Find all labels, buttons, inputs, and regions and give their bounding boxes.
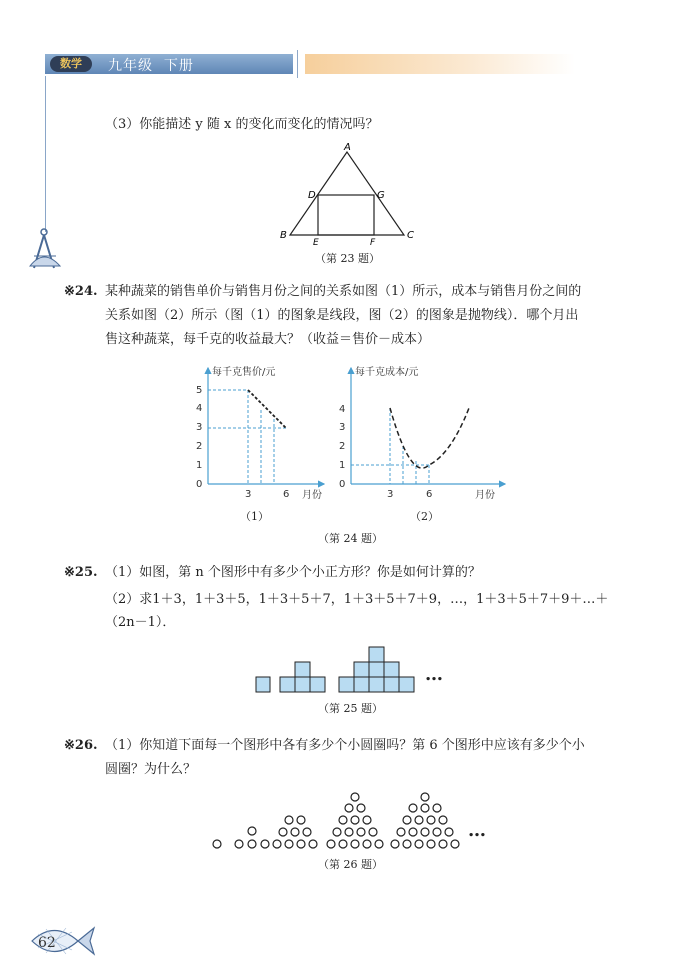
compass-icon (26, 226, 66, 272)
page-number: 62 (38, 935, 56, 951)
q24-line3: 售这种蔬菜，每千克的收益最大？（收益＝售价－成本） (105, 332, 431, 347)
q25-part2-line1: （2）求1＋3，1＋3＋5，1＋3＋5＋7，1＋3＋5＋7＋9，…，1＋3＋5＋7＋9＋…＋ (105, 592, 609, 607)
q24-line2: 关系如图（2）所示（图（1）的图象是线段，图（2）的图象是抛物线）．哪个月出 (105, 308, 579, 323)
fig1-ytick-2: 2 (196, 441, 203, 452)
fig2-ytick-3: 3 (339, 422, 346, 433)
fig2-ytick-2: 2 (339, 441, 346, 452)
fig1-ytick-0: 0 (196, 479, 203, 490)
q24-fig1-sublabel: （1） (240, 510, 269, 523)
q25-ellipsis: … (425, 664, 443, 685)
q23-part3-text: （3）你能描述 y 随 x 的变化而变化的情况吗？ (105, 117, 379, 132)
fig1-ytick-3: 3 (196, 422, 203, 433)
fig1-ytick-4: 4 (196, 403, 203, 414)
fig1-xtick-3: 3 (245, 489, 252, 500)
q25-squares-figure (250, 642, 420, 694)
fig1-ylabel: 每千克售价/元 (212, 367, 276, 378)
label-g: G (377, 190, 385, 201)
fig2-xlabel: 月份 (475, 490, 495, 501)
q25-part1: （1）如图，第 n 个图形中有多少个小正方形？你是如何计算的？ (105, 565, 481, 580)
fig2-ytick-4: 4 (339, 404, 346, 415)
q24-caption: （第 24 题） (318, 532, 383, 545)
label-d: D (308, 190, 316, 201)
grade-title: 九年级 下册 (108, 58, 194, 74)
fig2-ytick-0: 0 (339, 479, 346, 490)
q26-line1: （1）你知道下面每一个图形中各有多少个小圆圈吗？第 6 个图形中应该有多少个小 (105, 738, 585, 753)
q26-ellipsis: … (468, 820, 486, 841)
q23-triangle-figure (272, 140, 422, 248)
label-b: B (280, 230, 287, 241)
q26-number: ※26. (64, 738, 98, 753)
fig1-xtick-6: 6 (283, 489, 290, 500)
q24-fig2-cost-chart (333, 362, 513, 502)
label-f: F (370, 238, 376, 248)
header-separator (297, 50, 298, 78)
subject-badge: 数学 (50, 56, 92, 72)
fig2-ytick-1: 1 (339, 460, 346, 471)
q25-number: ※25. (64, 565, 98, 580)
q24-number: ※24. (64, 284, 98, 299)
label-a: A (344, 142, 351, 153)
fig1-ytick-1: 1 (196, 460, 203, 471)
label-e: E (313, 238, 319, 248)
q23-caption: （第 23 题） (315, 252, 380, 265)
header-decoration (305, 54, 575, 74)
q24-fig1-price-chart (190, 362, 330, 502)
fig2-ylabel: 每千克成本/元 (355, 367, 419, 378)
label-c: C (407, 230, 414, 241)
margin-line (45, 76, 46, 232)
q26-circles-figure (205, 792, 465, 852)
q26-line2: 圆圈？为什么？ (105, 762, 197, 777)
fig2-xtick-3: 3 (387, 489, 394, 500)
q24-line1: 某种蔬菜的销售单价与销售月份之间的关系如图（1）所示，成本与销售月份之间的 (105, 284, 582, 299)
fig1-xlabel: 月份 (302, 490, 322, 501)
q25-caption: （第 25 题） (318, 702, 383, 715)
q25-part2-line2: （2n－1）． (105, 615, 176, 630)
q24-fig2-sublabel: （2） (410, 510, 439, 523)
fig2-xtick-6: 6 (426, 489, 433, 500)
q26-caption: （第 26 题） (318, 858, 383, 871)
fig1-ytick-5: 5 (196, 385, 203, 396)
